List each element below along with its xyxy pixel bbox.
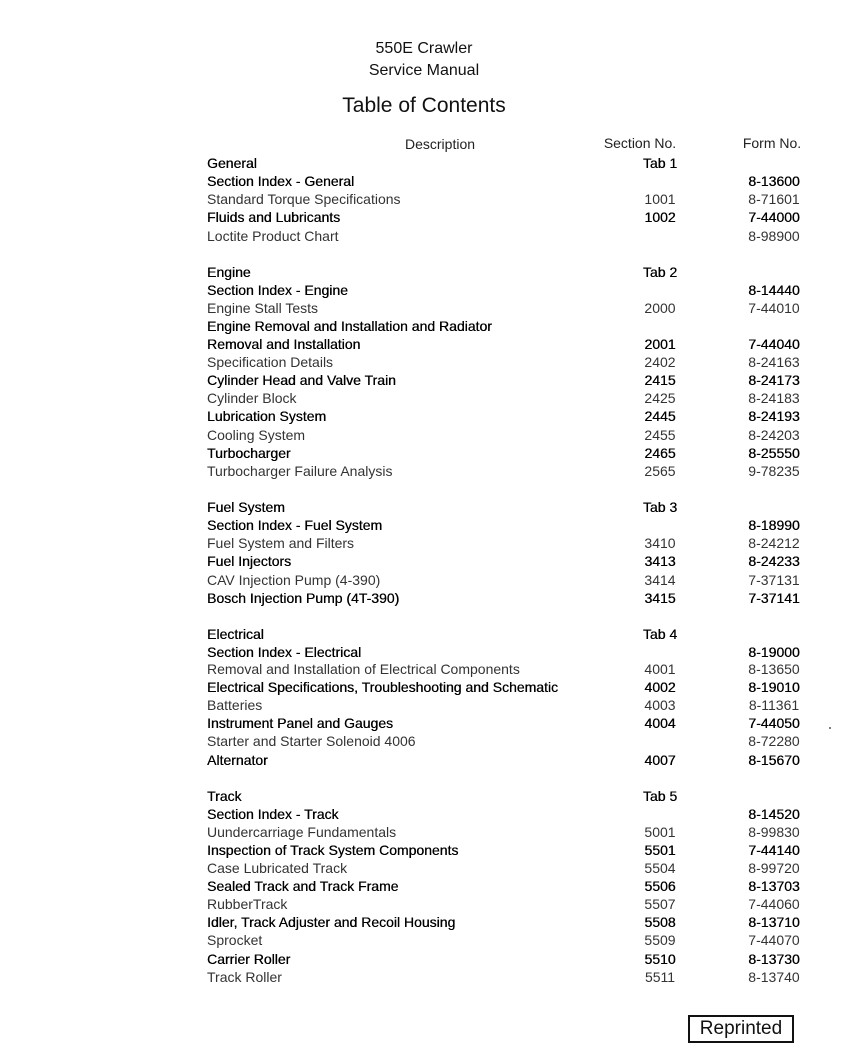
toc-row-form: 8-24203 bbox=[748, 427, 800, 443]
toc-row-section: 5506 bbox=[644, 878, 676, 894]
toc-row-section: 2445 bbox=[644, 408, 676, 424]
toc-row-description: Carrier Roller bbox=[207, 951, 291, 967]
toc-row bbox=[0, 208, 848, 226]
toc-row-description: Uundercarriage Fundamentals bbox=[207, 824, 397, 840]
toc-row-section: 2465 bbox=[644, 445, 676, 461]
toc-row-description: Electrical Specifications, Troubleshooting and Schematic bbox=[207, 679, 558, 695]
toc-row-form: 8-15670 bbox=[748, 752, 800, 768]
toc-row-form: 8-13740 bbox=[748, 969, 800, 985]
toc-row-section: Tab 3 bbox=[642, 499, 678, 515]
toc-row-section: 5507 bbox=[644, 896, 676, 912]
toc-row bbox=[0, 534, 848, 552]
toc-row bbox=[0, 263, 848, 281]
toc-row-form: 7-44050 bbox=[748, 715, 800, 731]
toc-row-description: Bosch Injection Pump (4T-390) bbox=[207, 590, 400, 606]
column-header-section: Section No. bbox=[603, 135, 677, 151]
toc-row bbox=[0, 190, 848, 208]
toc-row bbox=[0, 859, 848, 877]
reprinted-stamp: Reprinted bbox=[688, 1015, 794, 1043]
toc-row-description: Track bbox=[207, 788, 242, 804]
toc-row-section: 5501 bbox=[644, 842, 676, 858]
toc-row-description: Removal and Installation of Electrical Components bbox=[207, 661, 520, 677]
toc-row-description: Cylinder Head and Valve Train bbox=[207, 372, 396, 388]
toc-row bbox=[0, 516, 848, 534]
toc-row bbox=[0, 172, 848, 190]
toc-row-section: 1002 bbox=[644, 209, 676, 225]
toc-row-description: Starter and Starter Solenoid 4006 bbox=[207, 733, 416, 749]
toc-row bbox=[0, 353, 848, 371]
toc-row-section: 2455 bbox=[644, 427, 676, 443]
toc-row bbox=[0, 805, 848, 823]
scan-speck bbox=[829, 727, 831, 729]
toc-row bbox=[0, 732, 848, 750]
toc-row-form: 7-44140 bbox=[748, 842, 800, 858]
toc-row-form: 8-13600 bbox=[748, 173, 800, 189]
toc-row-description: Track Roller bbox=[207, 969, 282, 985]
toc-row-form: 8-24173 bbox=[748, 372, 800, 388]
toc-row-section: 2415 bbox=[644, 372, 676, 388]
toc-row-section: Tab 4 bbox=[642, 626, 678, 642]
toc-row bbox=[0, 751, 848, 769]
toc-row-section: 4007 bbox=[644, 752, 676, 768]
toc-title: Table of Contents bbox=[342, 94, 506, 117]
toc-row bbox=[0, 426, 848, 444]
toc-row bbox=[0, 877, 848, 895]
toc-row bbox=[0, 299, 848, 317]
toc-row bbox=[0, 571, 848, 589]
toc-row-form: 8-19010 bbox=[748, 679, 800, 695]
toc-row-form: 8-71601 bbox=[748, 191, 800, 207]
toc-row bbox=[0, 968, 848, 986]
toc-row-form: 8-19000 bbox=[748, 644, 800, 660]
toc-row bbox=[0, 407, 848, 425]
toc-row-form: 8-24193 bbox=[748, 408, 800, 424]
toc-row-form: 8-24233 bbox=[748, 553, 800, 569]
toc-row-description: Fluids and Lubricants bbox=[207, 209, 341, 225]
toc-row-section: 4003 bbox=[644, 697, 676, 713]
toc-row-description: Engine Stall Tests bbox=[207, 300, 319, 316]
toc-row-form: 8-99830 bbox=[748, 824, 800, 840]
toc-row bbox=[0, 696, 848, 714]
toc-row-section: 5511 bbox=[644, 969, 676, 985]
toc-row-section: 5508 bbox=[644, 914, 676, 930]
toc-row-section: 4001 bbox=[644, 661, 676, 677]
toc-row bbox=[0, 913, 848, 931]
toc-row-form: 7-44000 bbox=[748, 209, 800, 225]
toc-row-section: Tab 2 bbox=[642, 264, 678, 280]
toc-row-section: 1001 bbox=[644, 191, 676, 207]
toc-row bbox=[0, 931, 848, 949]
column-header-form: Form No. bbox=[742, 135, 802, 151]
toc-row-section: Tab 5 bbox=[642, 788, 678, 804]
toc-row-form: 8-13730 bbox=[748, 951, 800, 967]
toc-row-description: Cylinder Block bbox=[207, 390, 297, 406]
toc-row-description: Turbocharger bbox=[207, 445, 291, 461]
toc-row bbox=[0, 625, 848, 643]
toc-row-description: Turbocharger Failure Analysis bbox=[207, 463, 393, 479]
toc-row-form: 8-13703 bbox=[748, 878, 800, 894]
toc-row-section: 3414 bbox=[644, 572, 676, 588]
toc-row-form: 7-44060 bbox=[748, 896, 800, 912]
toc-row-description: Removal and Installation bbox=[207, 336, 361, 352]
manual-model-title: 550E Crawler bbox=[375, 40, 473, 57]
toc-row-description: Batteries bbox=[207, 697, 263, 713]
column-header-description: Description bbox=[404, 136, 476, 152]
toc-row-section: 5001 bbox=[644, 824, 676, 840]
toc-row bbox=[0, 895, 848, 913]
toc-row bbox=[0, 227, 848, 245]
toc-row bbox=[0, 335, 848, 353]
toc-row-description: Section Index - Fuel System bbox=[207, 517, 383, 533]
toc-row-section: 3413 bbox=[644, 553, 676, 569]
toc-row-section: 5510 bbox=[644, 951, 676, 967]
toc-row-section: 2000 bbox=[644, 300, 676, 316]
toc-row bbox=[0, 371, 848, 389]
toc-row-form: 8-14520 bbox=[748, 806, 800, 822]
toc-row-section: 2001 bbox=[644, 336, 676, 352]
toc-row bbox=[0, 552, 848, 570]
toc-row-description: Section Index - Engine bbox=[207, 282, 348, 298]
toc-row-description: Section Index - Track bbox=[207, 806, 339, 822]
toc-row bbox=[0, 462, 848, 480]
toc-row-section: 5509 bbox=[644, 932, 676, 948]
toc-row-description: Idler, Track Adjuster and Recoil Housing bbox=[207, 914, 456, 930]
toc-row-section: 4004 bbox=[644, 715, 676, 731]
toc-row-description: Standard Torque Specifications bbox=[207, 191, 401, 207]
toc-row-description: Engine Removal and Installation and Radiator bbox=[207, 318, 492, 334]
toc-row-form: 7-37141 bbox=[748, 590, 800, 606]
manual-subtitle: Service Manual bbox=[368, 62, 480, 79]
toc-row-section: 3415 bbox=[644, 590, 676, 606]
toc-row-form: 8-98900 bbox=[748, 228, 800, 244]
toc-row bbox=[0, 841, 848, 859]
toc-row bbox=[0, 643, 848, 661]
toc-row bbox=[0, 950, 848, 968]
toc-row-section: 5504 bbox=[644, 860, 676, 876]
toc-row-form: 9-78235 bbox=[748, 463, 800, 479]
toc-row-form: 7-37131 bbox=[748, 572, 800, 588]
toc-row-description: RubberTrack bbox=[207, 896, 288, 912]
toc-row-description: Sealed Track and Track Frame bbox=[207, 878, 399, 894]
toc-row bbox=[0, 281, 848, 299]
toc-row-description: Instrument Panel and Gauges bbox=[207, 715, 394, 731]
toc-row-section: 3410 bbox=[644, 535, 676, 551]
toc-row-description: Alternator bbox=[207, 752, 268, 768]
toc-row-description: Case Lubricated Track bbox=[207, 860, 348, 876]
toc-row-form: 8-18990 bbox=[748, 517, 800, 533]
toc-row-form: 7-44070 bbox=[748, 932, 800, 948]
toc-row-form: 8-25550 bbox=[748, 445, 800, 461]
toc-row bbox=[0, 589, 848, 607]
toc-row-section: 2402 bbox=[644, 354, 676, 370]
toc-row bbox=[0, 660, 848, 678]
toc-row bbox=[0, 823, 848, 841]
toc-row-description: Loctite Product Chart bbox=[207, 228, 339, 244]
toc-row-form: 8-14440 bbox=[748, 282, 800, 298]
toc-row bbox=[0, 444, 848, 462]
toc-row bbox=[0, 678, 848, 696]
toc-row-description: Engine bbox=[207, 264, 251, 280]
toc-row-form: 7-44010 bbox=[748, 300, 800, 316]
toc-row-form: 8-13650 bbox=[748, 661, 800, 677]
toc-row-description: Inspection of Track System Components bbox=[207, 842, 459, 858]
toc-row-description: Section Index - Electrical bbox=[207, 644, 362, 660]
toc-row-form: 8-13710 bbox=[748, 914, 800, 930]
toc-row-form: 8-24183 bbox=[748, 390, 800, 406]
toc-row-section: 4002 bbox=[644, 679, 676, 695]
toc-row-description: Fuel System bbox=[207, 499, 285, 515]
toc-row-description: Fuel Injectors bbox=[207, 553, 292, 569]
toc-row-description: Fuel System and Filters bbox=[207, 535, 355, 551]
toc-row-description: Lubrication System bbox=[207, 408, 327, 424]
toc-row-description: Specification Details bbox=[207, 354, 334, 370]
toc-row-section: 2565 bbox=[644, 463, 676, 479]
toc-row-form: 8-24163 bbox=[748, 354, 800, 370]
toc-row-description: Cooling System bbox=[207, 427, 306, 443]
toc-row bbox=[0, 389, 848, 407]
toc-row-description: General bbox=[207, 155, 257, 171]
toc-row-form: 8-72280 bbox=[748, 733, 800, 749]
toc-row-form: 7-44040 bbox=[748, 336, 800, 352]
toc-row-form: 8-24212 bbox=[748, 535, 800, 551]
toc-row bbox=[0, 317, 848, 335]
toc-row bbox=[0, 498, 848, 516]
toc-row-form: 8-99720 bbox=[748, 860, 800, 876]
toc-row-description: CAV Injection Pump (4-390) bbox=[207, 572, 381, 588]
toc-row bbox=[0, 154, 848, 172]
toc-row-description: Electrical bbox=[207, 626, 264, 642]
toc-row-description: Section Index - General bbox=[207, 173, 355, 189]
toc-row-form: 8-11361 bbox=[748, 697, 800, 713]
toc-row bbox=[0, 787, 848, 805]
toc-row bbox=[0, 714, 848, 732]
toc-row-description: Sprocket bbox=[207, 932, 263, 948]
toc-row-section: Tab 1 bbox=[642, 155, 678, 171]
toc-row-section: 2425 bbox=[644, 390, 676, 406]
